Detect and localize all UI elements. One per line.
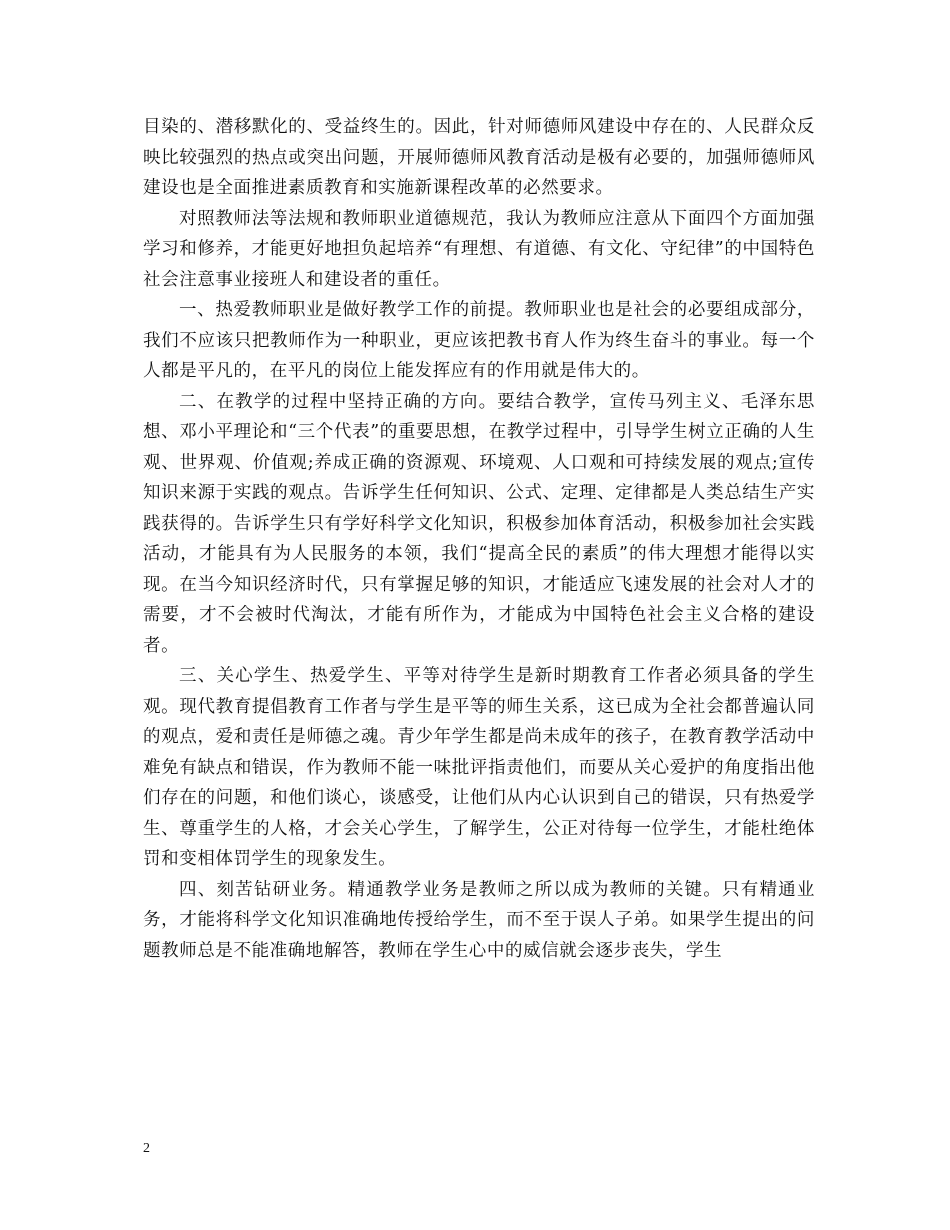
paragraph-4: 二、在教学的过程中坚持正确的方向。要结合教学，宣传马列主义、毛泽东思想、邓小平理论和“三个代表”的重要思想，在教学过程中，引导学生树立正确的人生观、世界观、价值观;养成正确的资源观、环境观、人口观和可持续发展的观点;宣传知识来源于实践的观点。告诉学生任何知识、公式、定理、定律都是人类总结生产实践获得的。告诉学生只有学好科学文化知识，积极参加体育活动，积极参加社会实践活动，才能具有为人民服务的本领，我们“提高全民的素质”的伟大理想才能得以实现。在当今知识经济时代，只有掌握足够的知识，才能适应飞速发展的社会对人才的需要，才不会被时代淘汰，才能有所作为，才能成为中国特色社会主义合格的建设者。 [143, 391, 815, 656]
paragraph-3: 一、热爱教师职业是做好教学工作的前提。教师职业也是社会的必要组成部分，我们不应该只把教师作为一种职业，更应该把教书育人作为终生奋斗的事业。每一个人都是平凡的，在平凡的岗位上能发挥应有的作用就是伟大的。 [143, 300, 815, 381]
paragraph-1: 目染的、潜移默化的、受益终生的。因此，针对师德师风建设中存在的、人民群众反映比较强烈的热点或突出问题，开展师德师风教育活动是极有必要的，加强师德师风建设也是全面推进素质教育和实施新课程改革的必然要求。 [143, 117, 815, 198]
paragraph-6: 四、刻苦钻研业务。精通教学业务是教师之所以成为教师的关键。只有精通业务，才能将科学文化知识准确地传授给学生，而不至于误人子弟。如果学生提出的问题教师总是不能准确地解答，教师在学生心中的威信就会逐步丧失，学生 [143, 879, 815, 961]
paragraph-2: 对照教师法等法规和教师职业道德规范，我认为教师应注意从下面四个方面加强学习和修养，才能更好地担负起培养“有理想、有道德、有文化、守纪律”的中国特色社会注意事业接班人和建设者的重任。 [143, 208, 815, 290]
document-body [143, 112, 815, 966]
page-number: 2 [143, 1141, 150, 1156]
paragraph-5: 三、关心学生、热爱学生、平等对待学生是新时期教育工作者必须具备的学生观。现代教育提倡教育工作者与学生是平等的师生关系，这已成为全社会都普遍认同的观点，爱和责任是师德之魂。青少年学生都是尚未成年的孩子，在教育教学活动中难免有缺点和错误，作为教师不能一味批评指责他们，而要从关心爱护的角度指出他们存在的问题，和他们谈心，谈感受，让他们从内心认识到自己的错误，只有热爱学生、尊重学生的人格，才会关心学生，了解学生，公正对待每一位学生，才能杜绝体罚和变相体罚学生的现象发生。 [143, 666, 815, 869]
